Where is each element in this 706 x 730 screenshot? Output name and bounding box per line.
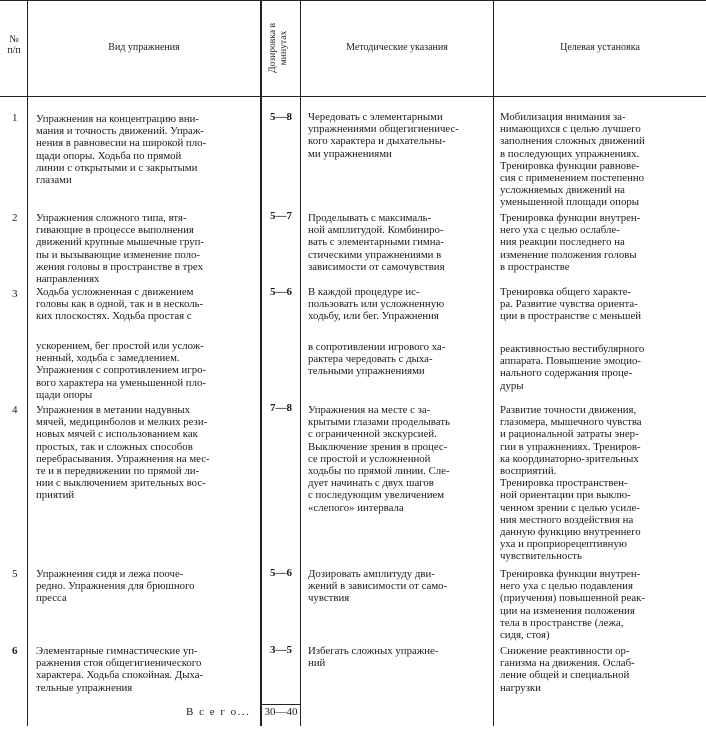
method-cell: В каждой процедуре ис- пользовать или усложненную ходьбу, или бег. Упражнения [308, 286, 445, 323]
goal-cell: реактивностью вестибулярного аппарата. Повышение эмоцио- нального содержания проце- дуры [500, 343, 645, 392]
goal-cell: Тренировка функции внутрен- него уха с целью ослабле- ния реакции последнего на изменение положения головы в пространстве [500, 212, 641, 273]
column-divider [493, 0, 494, 726]
goal-cell: Снижение реактивности ор- ганизма на движения. Ослаб- ление общей и специальной нагрузки [500, 645, 635, 694]
method-cell: Упражнения на месте с за- крытыми глазами проделывать с ограниченной экскурсией. Выключение зрения в процес- се простой и усложненной ходьбы по прямой линии. Сле- дует начинать с двух шагов с последующим увеличением «слепого» интервала [308, 404, 450, 514]
exercise-cell: ускорением, бег простой или услож- ненный, ходьба с замедлением. Упражнения с сопротивлением игро- вого характера на уменьшенной пло- щади опоры [36, 340, 207, 401]
exercise-cell: Упражнения сложного типа, втя- гивающие в процессе выполнения движений крупные мышечные груп- пы и вызывающие изменение поло- жения головы в пространстве в трех направлениях [36, 212, 205, 286]
row-number: 5 [12, 568, 18, 580]
header-goal: Целевая установка [560, 42, 640, 53]
total-label: В с е г о... [186, 706, 251, 718]
method-cell: Чередовать с элементарными упражнениями общегигиеничес- кого характера и дыхательны- ми упражнениями [308, 111, 459, 160]
row-dose: 5—8 [270, 111, 292, 123]
goal-cell: Мобилизация внимания за- нимающихся с целью лучшего заполнения сложных движений в последующих упражнениях. Тренировка функции равнове- сия с применением постепенно усложняемых движений на уменьшенной площади опоры [500, 111, 645, 209]
method-cell: Дозировать амплитуду дви- жений в зависимости от само- чувствия [308, 568, 448, 605]
row-dose: 5—6 [270, 567, 292, 579]
exercise-cell: Упражнения на концентрацию вни- мания и точность движений. Упраж- нения в равновесии на широкой пло- щади опоры. Ходьба по прямой линии с открытыми и с закрытыми глазами [36, 113, 207, 187]
goal-cell: Тренировка общего характе- ра. Развитие чувства ориента- ции в пространстве с меньшей [500, 286, 642, 323]
row-dose: 7—8 [270, 402, 292, 414]
row-dose: 5—6 [270, 286, 292, 298]
exercise-cell: Ходьба усложненная с движением головы как в одной, так и в несколь- ких плоскостях. Ходьба простая с [36, 286, 204, 323]
header-method: Методические указания [346, 42, 448, 53]
method-cell: Избегать сложных упражне- ний [308, 645, 439, 670]
total-underline [260, 704, 301, 705]
header-exercise: Вид упражнения [108, 42, 180, 53]
row-number: 1 [12, 112, 18, 124]
goal-cell: Развитие точности движения, глазомера, мышечного чувства и рациональной затраты энер- гии в упражнениях. Трениров- ка координаторно-зрительных восприятий. Тренировка пространствен- ной ориентации при выклю- ченном зрении с целью усиле- ния местного воздействия на данную функцию внутреннего уха и проприорецептивную чувствительность [500, 404, 642, 563]
row-number: 2 [12, 212, 18, 224]
table-top-border [0, 0, 706, 1]
column-divider [27, 0, 28, 726]
header-num: № п/п [7, 34, 21, 56]
row-number: 4 [12, 404, 18, 416]
exercise-cell: Элементарные гимнастические уп- ражнения стоя общегигиенического характера. Ходьба спокойная. Дыха- тельные упражнения [36, 645, 204, 694]
row-dose: 5—7 [270, 210, 292, 222]
method-cell: Проделывать с максималь- ной амплитудой. Комбиниро- вать с элементарными гимна- стическими упражнениями в зависимости от самочувствия [308, 212, 445, 273]
row-number: 3 [12, 288, 18, 300]
row-dose: 3—5 [270, 644, 292, 656]
goal-cell: Тренировка функции внутрен- него уха с целью подавления (приучения) повышенной реак- ции на изменения положения тела в пространстве (лежа, сидя, стоя) [500, 568, 646, 642]
row-number: 6 [12, 645, 18, 657]
exercise-cell: Упражнения сидя и лежа пооче- редно. Упражнения для брюшного пресса [36, 568, 195, 605]
method-cell: в сопротивлении игрового ха- рактера чередовать с дыха- тельными упражнениями [308, 341, 446, 378]
exercise-cell: Упражнения в метании надувных мячей, медицинболов и мелких рези- новых мячей с использованием как простых, так и сложных способов перебрасывания. Упражнения на мес- те и в передвижении по прямой ли- нии с выключением зрительных вос- приятий [36, 404, 210, 502]
total-dose: 30—40 [264, 706, 298, 718]
header-separator [0, 96, 706, 97]
header-dose: Дозировка в минутах [267, 22, 289, 74]
column-divider [260, 0, 262, 726]
column-divider [300, 0, 301, 726]
